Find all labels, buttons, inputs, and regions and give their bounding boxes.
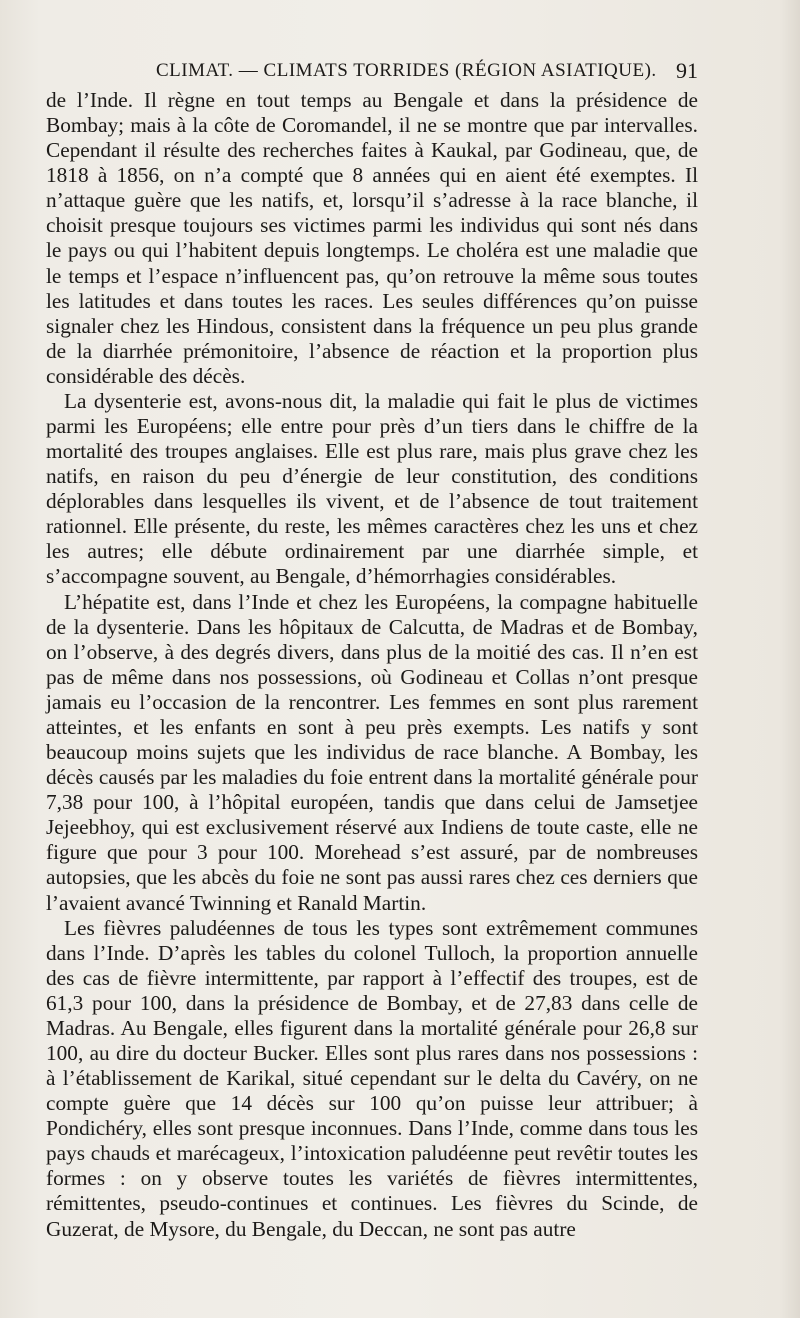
paragraph-cholera: de l’Inde. Il règne en tout temps au Bengale et dans la présidence de Bombay; mais à la côte de Coromandel, il ne se montre que par intervalles. Cependant il résulte des recherches faites à Kaukal, par Godineau, que, de 1818 à 1856, on n’a compté que 8 années qui en aient été exemptes. Il n’attaque guère que les natifs, et, lorsqu’il s’adresse à la race blanche, il choisit presque toujours ses victimes parmi les individus qui sont nés dans le pays ou qui l’habitent depuis longtemps. Le choléra est une maladie que le temps et l’espace n’influencent pas, qu’on retrouve la même sous toutes les latitudes et dans toutes les races. Les seules différences qu’on puisse signaler chez les Hindous, consistent dans la fréquence un peu plus grande de la diarrhée prémonitoire, l’absence de réaction et la proportion plus considérable des décès. [46,88,698,388]
page-number: 91 [676,58,698,83]
body-text [46,88,698,1242]
page-header [46,56,698,88]
paragraph-dysentery: La dysenterie est, avons-nous dit, la maladie qui fait le plus de victimes parmi les Européens; elle entre pour près d’un tiers dans le chiffre de la mortalité des troupes anglaises. Elle est plus rare, mais plus grave chez les natifs, en raison du peu d’énergie de leur constitution, des conditions déplorables dans lesquelles ils vivent, et de l’absence de tout traitement rationnel. Elle présente, du reste, les mêmes caractères chez les uns et chez les autres; elle débute ordinairement par une diarrhée simple, et s’accompagne souvent, au Bengale, d’hémorrhagies considérables. [46,388,698,589]
paragraph-fevers: Les fièvres paludéennes de tous les types sont extrêmement communes dans l’Inde. D’après les tables du colonel Tulloch, la proportion annuelle des cas de fièvre intermittente, par rapport à l’effectif des troupes, est de 61,3 pour 100, dans la présidence de Bombay, et de 27,83 dans celle de Madras. Au Bengale, elles figurent dans la mortalité générale pour 26,8 sur 100, au dire du docteur Bucker. Elles sont plus rares dans nos possessions : à l’établissement de Karikal, situé cependant sur le delta du Cavéry, on ne compte guère que 14 décès sur 100 qu’on puisse leur attribuer; à Pondichéry, elles sont presque inconnues. Dans l’Inde, comme dans tous les pays chauds et marécageux, l’intoxication paludéenne peut revêtir toutes les formes : on y observe toutes les variétés de fièvres intermittentes, rémittentes, pseudo-continues et continues. Les fièvres du Scinde, de Guzerat, de Mysore, du Bengale, du Deccan, ne sont pas autre [46,915,698,1241]
running-head: CLIMAT. — CLIMATS TORRIDES (RÉGION ASIATIQUE). [156,60,657,81]
paragraph-hepatitis: L’hépatite est, dans l’Inde et chez les Européens, la compagne habituelle de la dysenterie. Dans les hôpitaux de Calcutta, de Madras et de Bombay, on l’observe, à des degrés divers, dans plus de la moitié des cas. Il n’en est pas de même dans nos possessions, où Godineau et Collas n’ont presque jamais eu l’occasion de la rencontrer. Les femmes en sont plus rarement atteintes, et les enfants en sont à peu près exempts. Les natifs y sont beaucoup moins sujets que les individus de race blanche. A Bombay, les décès causés par les maladies du foie entrent dans la mortalité générale pour 7,38 pour 100, à l’hôpital européen, tandis que dans celui de Jamsetjee Jejeebhoy, qui est exclusivement réservé aux Indiens de toute caste, elle ne figure que pour 3 pour 100. Morehead s’est assuré, par de nombreuses autopsies, que les abcès du foie ne sont pas aussi rares chez ces derniers que l’avaient avancé Twinning et Ranald Martin. [46,589,698,915]
